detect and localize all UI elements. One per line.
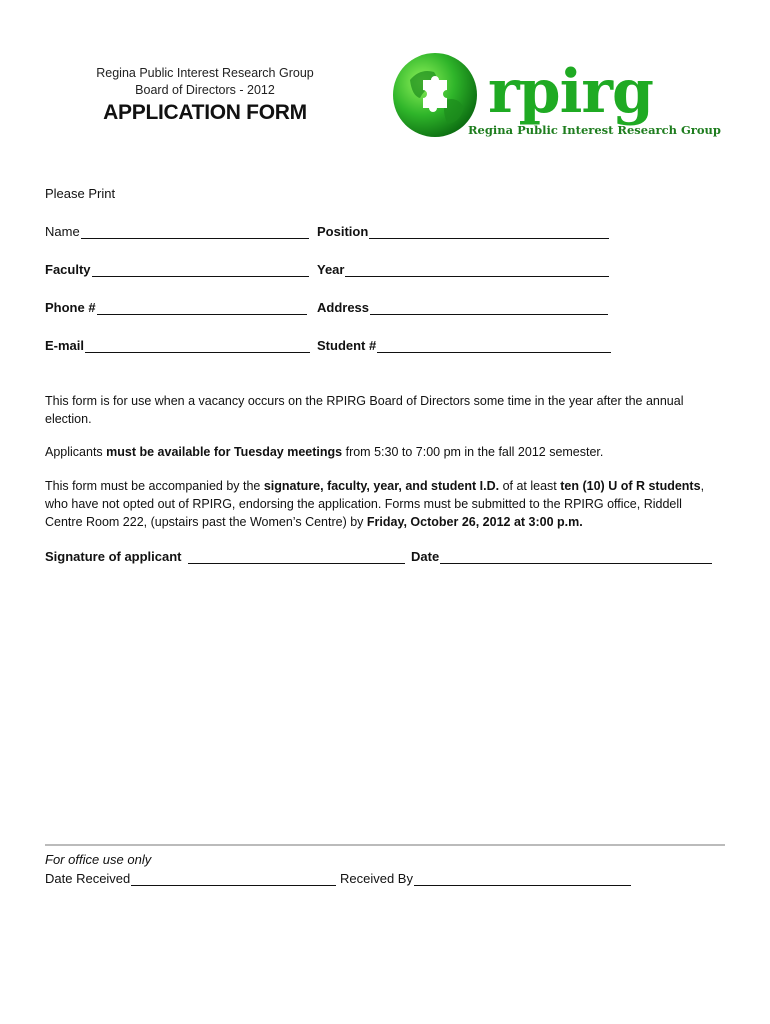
date-line[interactable]	[440, 550, 712, 564]
signature-line[interactable]	[188, 550, 405, 564]
vacancy-paragraph: This form is for use when a vacancy occurs on the RPIRG Board of Directors some time in the year after the annual election.	[45, 394, 684, 426]
logo-tagline: Regina Public Interest Research Group	[468, 123, 721, 137]
email-line[interactable]	[85, 339, 310, 353]
signature-label: Signature of applicant	[45, 549, 182, 564]
date-received-field[interactable]	[45, 871, 336, 886]
requirements-paragraph: This form must be accompanied by the signature, faculty, year, and student I.D. of at least ten (10) U of R students, who have not opted out of RPIRG, endorsing the application. Forms must be submitted to the RPIRG office, Riddell Centre Room 222, (upstairs past the Women’s Centre) by Friday, October 26, 2012 at 3:00 p.m.	[45, 479, 705, 529]
email-field[interactable]	[45, 338, 310, 353]
position-label: Position	[317, 224, 369, 239]
received-by-field[interactable]	[340, 871, 631, 886]
faculty-field[interactable]	[45, 262, 309, 277]
student-number-field[interactable]	[317, 338, 611, 353]
phone-field[interactable]	[45, 300, 307, 315]
divider	[45, 844, 725, 846]
office-use-title: For office use only	[45, 852, 152, 867]
year-label: Year	[317, 262, 345, 277]
year-line[interactable]	[345, 263, 609, 277]
green-globe-puzzle-icon	[390, 50, 480, 140]
year-field[interactable]	[317, 262, 609, 277]
signature-field[interactable]	[45, 549, 405, 564]
date-label: Date	[411, 549, 440, 564]
student-number-line[interactable]	[377, 339, 611, 353]
date-received-label: Date Received	[45, 871, 131, 886]
name-label: Name	[45, 224, 80, 239]
received-by-line[interactable]	[414, 872, 631, 886]
position-line[interactable]	[369, 225, 609, 239]
phone-label: Phone #	[45, 300, 96, 315]
address-label: Address	[317, 300, 370, 315]
faculty-line[interactable]	[92, 263, 309, 277]
student-number-label: Student #	[317, 338, 377, 353]
logo-wordmark: rpirg	[488, 57, 653, 127]
faculty-label: Faculty	[45, 262, 91, 277]
date-field[interactable]	[411, 549, 712, 564]
page-title: APPLICATION FORM	[103, 101, 307, 124]
name-line[interactable]	[81, 225, 309, 239]
name-field[interactable]	[45, 224, 309, 239]
email-label: E-mail	[45, 338, 85, 353]
date-received-line[interactable]	[131, 872, 336, 886]
availability-paragraph: Applicants must be available for Tuesday meetings from 5:30 to 7:00 pm in the fall 2012 semester.	[45, 445, 604, 459]
please-print-instruction: Please Print	[45, 186, 116, 201]
phone-line[interactable]	[97, 301, 307, 315]
position-field[interactable]	[317, 224, 609, 239]
address-line[interactable]	[370, 301, 608, 315]
board-line: Board of Directors - 2012	[135, 83, 275, 97]
address-field[interactable]	[317, 300, 608, 315]
rpirg-logo	[390, 50, 721, 145]
received-by-label: Received By	[340, 871, 413, 886]
org-name: Regina Public Interest Research Group	[96, 66, 314, 80]
